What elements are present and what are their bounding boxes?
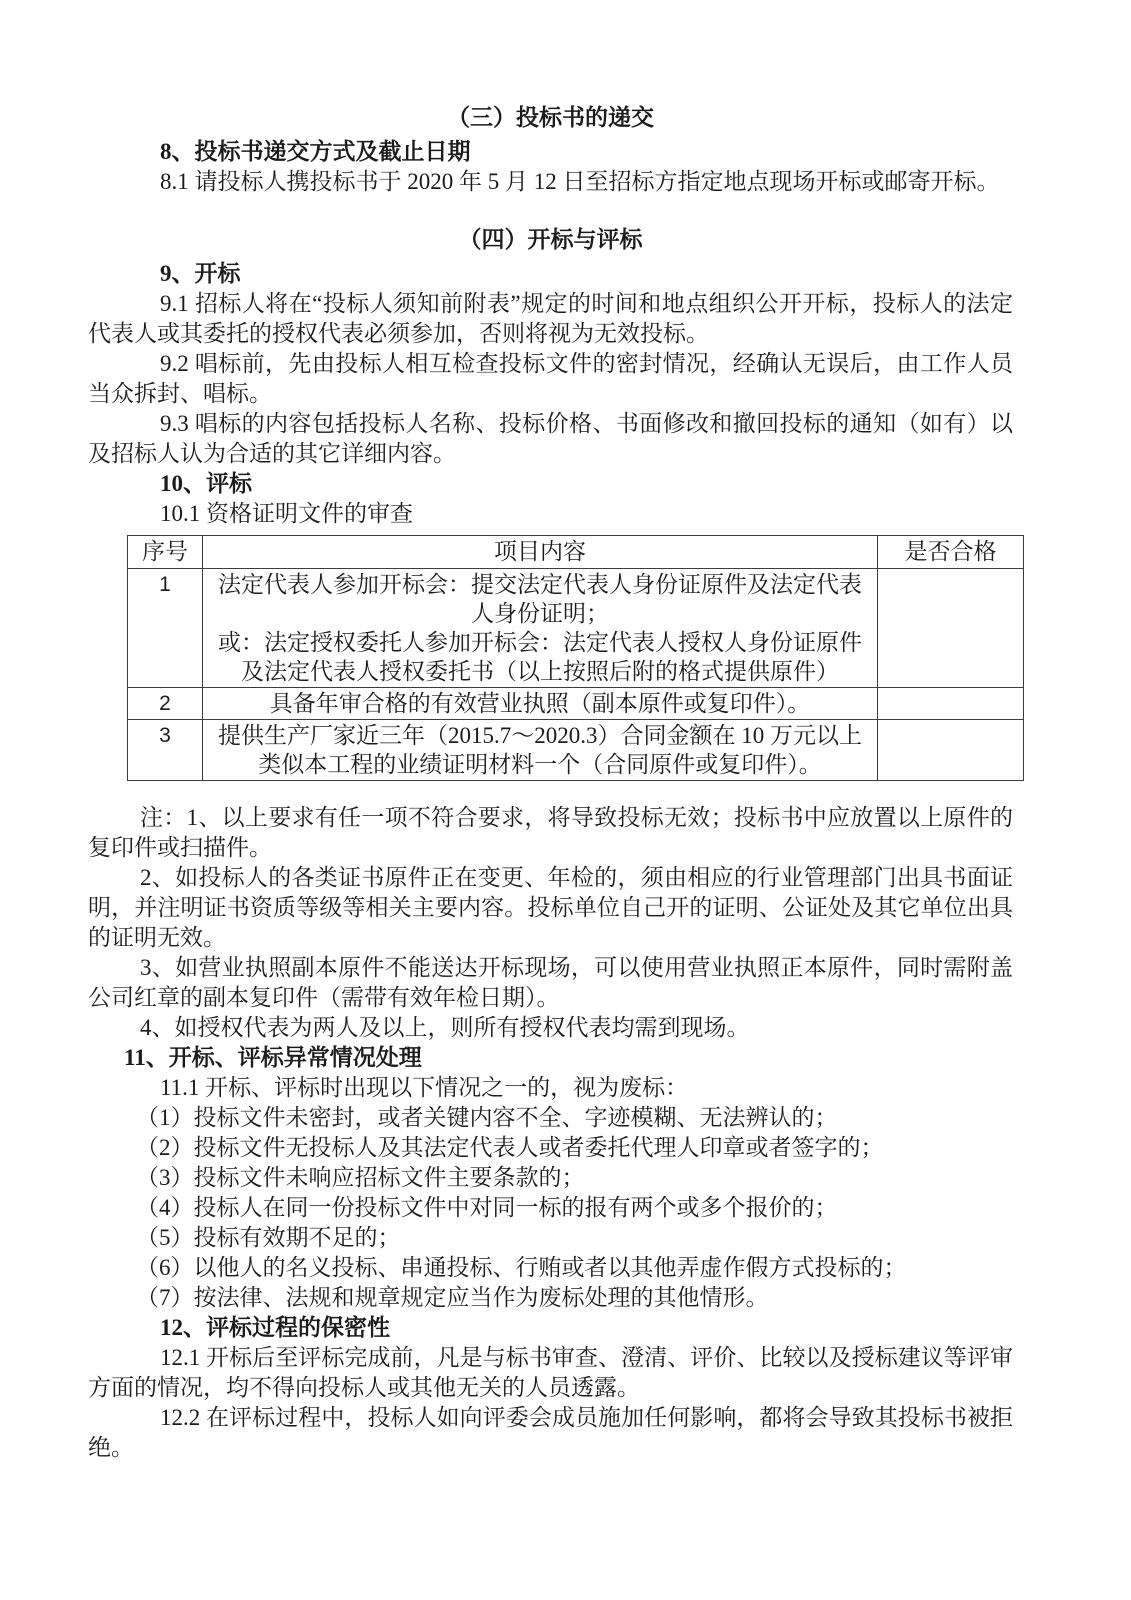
invalid-bid-item-2: （2）投标文件无投标人及其法定代表人或者委托代理人印章或者签字的； bbox=[136, 1135, 884, 1160]
table-row bbox=[128, 688, 1024, 720]
clause-8-heading: 8、投标书递交方式及截止日期 bbox=[160, 139, 471, 164]
document-content bbox=[88, 103, 1013, 1463]
clause-10-heading: 10、评标 bbox=[160, 471, 252, 496]
section-spacer bbox=[88, 197, 1013, 225]
row-1-content-para-2: 或：法定授权委托人参加开标会：法定代表人授权人身份证原件及法定代表人授权委托书（以上按照后附的格式提供原件） bbox=[218, 630, 862, 684]
row-1-no: 1 bbox=[128, 569, 203, 688]
row-3-content-para-1: 提供生产厂家近三年（2015.7～2020.3）合同金额在 10 万元以上类似本工程的业绩证明材料一个（合同原件或复印件）。 bbox=[218, 723, 862, 777]
paragraph-10-1: 10.1 资格证明文件的审查 bbox=[160, 501, 413, 526]
invalid-bid-item-5: （5）投标有效期不足的； bbox=[136, 1225, 401, 1250]
section-3-title: （三）投标书的递交 bbox=[447, 105, 654, 130]
clause-9-heading: 9、开标 bbox=[160, 261, 241, 286]
clause-11-heading: 11、开标、评标异常情况处理 bbox=[124, 1045, 422, 1070]
row-3-no: 3 bbox=[128, 720, 203, 781]
invalid-bid-item-7: （7）按法律、法规和规章规定应当作为废标处理的其他情形。 bbox=[136, 1285, 769, 1310]
paragraph-8-1: 8.1 请投标人携投标书于 2020 年 5 月 12 日至招标方指定地点现场开标或邮寄开标。 bbox=[160, 169, 1000, 194]
table-row bbox=[128, 569, 1024, 688]
row-2-qualified bbox=[878, 688, 1024, 720]
note-2: 2、如投标人的各类证书原件正在变更、年检的，须由相应的行业管理部门出具书面证明，并注明证书资质等级等相关主要内容。投标单位自己开的证明、公证处及其它单位出具的证明无效。 bbox=[88, 865, 1013, 950]
row-2-content-para-1: 具备年审合格的有效营业执照（副本原件或复印件）。 bbox=[269, 691, 811, 716]
row-3-qualified bbox=[878, 720, 1024, 781]
paragraph-9-1: 9.1 招标人将在“投标人须知前附表”规定的时间和地点组织公开开标，投标人的法定代表人或其委托的授权代表必须参加，否则将视为无效投标。 bbox=[88, 291, 1013, 346]
table-header-content: 项目内容 bbox=[203, 536, 878, 569]
note-3: 3、如营业执照副本原件不能送达开标现场，可以使用营业执照正本原件，同时需附盖公司红章的副本复印件（需带有效年检日期）。 bbox=[88, 955, 1013, 1010]
invalid-bid-item-6: （6）以他人的名义投标、串通投标、行贿或者以其他弄虚作假方式投标的； bbox=[136, 1255, 907, 1280]
paragraph-9-3: 9.3 唱标的内容包括投标人名称、投标价格、书面修改和撤回投标的通知（如有）以及招标人认为合适的其它详细内容。 bbox=[88, 411, 1013, 466]
invalid-bid-item-4: （4）投标人在同一份投标文件中对同一标的报有两个或多个报价的； bbox=[136, 1195, 838, 1220]
note-4: 4、如授权代表为两人及以上，则所有授权代表均需到现场。 bbox=[140, 1015, 750, 1040]
invalid-bid-item-1: （1）投标文件未密封，或者关键内容不全、字迹模糊、无法辨认的； bbox=[136, 1105, 838, 1130]
qualification-review-table bbox=[127, 535, 1024, 781]
paragraph-11-1: 11.1 开标、评标时出现以下情况之一的，视为废标： bbox=[160, 1075, 689, 1100]
table-notes-spacer bbox=[88, 781, 1013, 803]
paragraph-12-2: 12.2 在评标过程中，投标人如向评委会成员施加任何影响，都将会导致其投标书被拒绝。 bbox=[88, 1405, 1013, 1460]
row-1-content-para-1: 法定代表人参加开标会：提交法定代表人身份证原件及法定代表人身份证明； bbox=[218, 572, 862, 626]
invalid-bid-item-3: （3）投标文件未响应招标文件主要条款的； bbox=[136, 1165, 585, 1190]
row-1-content bbox=[203, 569, 878, 688]
table-header-qualified: 是否合格 bbox=[878, 536, 1024, 569]
row-3-content bbox=[203, 720, 878, 781]
table-row bbox=[128, 720, 1024, 781]
paragraph-12-1: 12.1 开标后至评标完成前，凡是与标书审查、澄清、评价、比较以及授标建议等评审方面的情况，均不得向投标人或其他无关的人员透露。 bbox=[88, 1345, 1013, 1400]
row-1-qualified bbox=[878, 569, 1024, 688]
clause-12-heading: 12、评标过程的保密性 bbox=[160, 1315, 390, 1340]
section-4-title: （四）开标与评标 bbox=[458, 227, 643, 252]
note-1: 注：1、以上要求有任一项不符合要求，将导致投标无效；投标书中应放置以上原件的复印件或扫描件。 bbox=[88, 805, 1013, 860]
paragraph-9-2: 9.2 唱标前，先由投标人相互检查投标文件的密封情况，经确认无误后，由工作人员当众拆封、唱标。 bbox=[88, 351, 1013, 406]
row-2-no: 2 bbox=[128, 688, 203, 720]
table-header-no: 序号 bbox=[128, 536, 203, 569]
table-header-row bbox=[128, 536, 1024, 569]
row-2-content bbox=[203, 688, 878, 720]
